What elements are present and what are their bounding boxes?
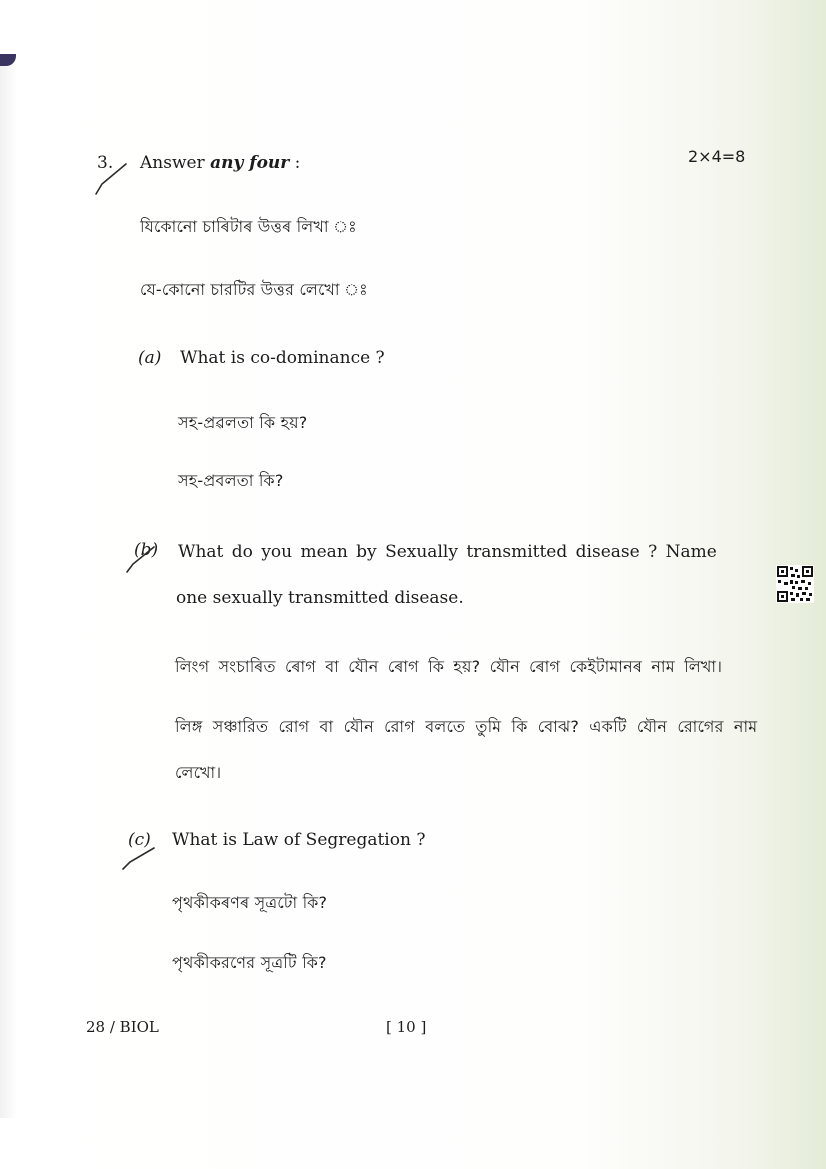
instruction-prefix: Answer xyxy=(140,153,205,173)
part-b-assamese: লিংগ সংচাৰিত ৰোগ বা যৌন ৰোগ কি হয়? যৌন ৰোগ কেইটামানৰ নাম লিখা। xyxy=(175,657,723,676)
part-a-label: (a) xyxy=(138,348,162,368)
part-b-english-line-2: one sexually transmitted disease. xyxy=(176,588,464,608)
question-instruction xyxy=(140,153,300,173)
pen-check-mark-icon xyxy=(120,842,160,872)
part-b-label: (b) xyxy=(134,540,159,560)
question-marks: 2×4=8 xyxy=(688,147,746,166)
part-c-assamese: পৃথকীকৰণৰ সূত্ৰটো কি? xyxy=(172,893,328,912)
paper-code: 28 / BIOL xyxy=(86,1018,159,1036)
part-c-label: (c) xyxy=(128,830,151,850)
instruction-suffix: : xyxy=(294,153,301,173)
question-number: 3. xyxy=(97,153,114,173)
instruction-emphasis: any four xyxy=(210,153,290,173)
part-a-english: What is co-dominance ? xyxy=(180,348,385,368)
part-c-english: What is Law of Segregation ? xyxy=(172,830,426,850)
part-b-bengali-line-2: লেখো। xyxy=(175,763,222,782)
instruction-bengali: যে-কোনো চারটির উত্তর লেখো ঃ xyxy=(140,280,368,299)
qr-code-icon xyxy=(776,565,814,603)
instruction-assamese: যিকোনো চাৰিটাৰ উত্তৰ লিখা ঃ xyxy=(140,217,357,236)
pen-check-mark-icon xyxy=(92,160,132,196)
part-b-english-line-1: What do you mean by Sexually transmitted disease ? Name xyxy=(178,542,717,562)
part-a-assamese: সহ-প্ৰৱলতা কি হয়? xyxy=(178,413,308,432)
part-b-bengali-line-1: লিঙ্গ সঞ্চারিত রোগ বা যৌন রোগ বলতে তুমি কি বোঝ? একটি যৌন রোগের নাম xyxy=(175,717,758,736)
part-c-bengali: পৃথকীকরণের সূত্রটি কি? xyxy=(172,953,327,972)
page-number: [ 10 ] xyxy=(386,1018,427,1036)
part-a-bengali: সহ-প্রবলতা কি? xyxy=(178,471,284,490)
paper-edge xyxy=(0,58,18,1118)
pen-check-mark-icon xyxy=(124,544,160,574)
